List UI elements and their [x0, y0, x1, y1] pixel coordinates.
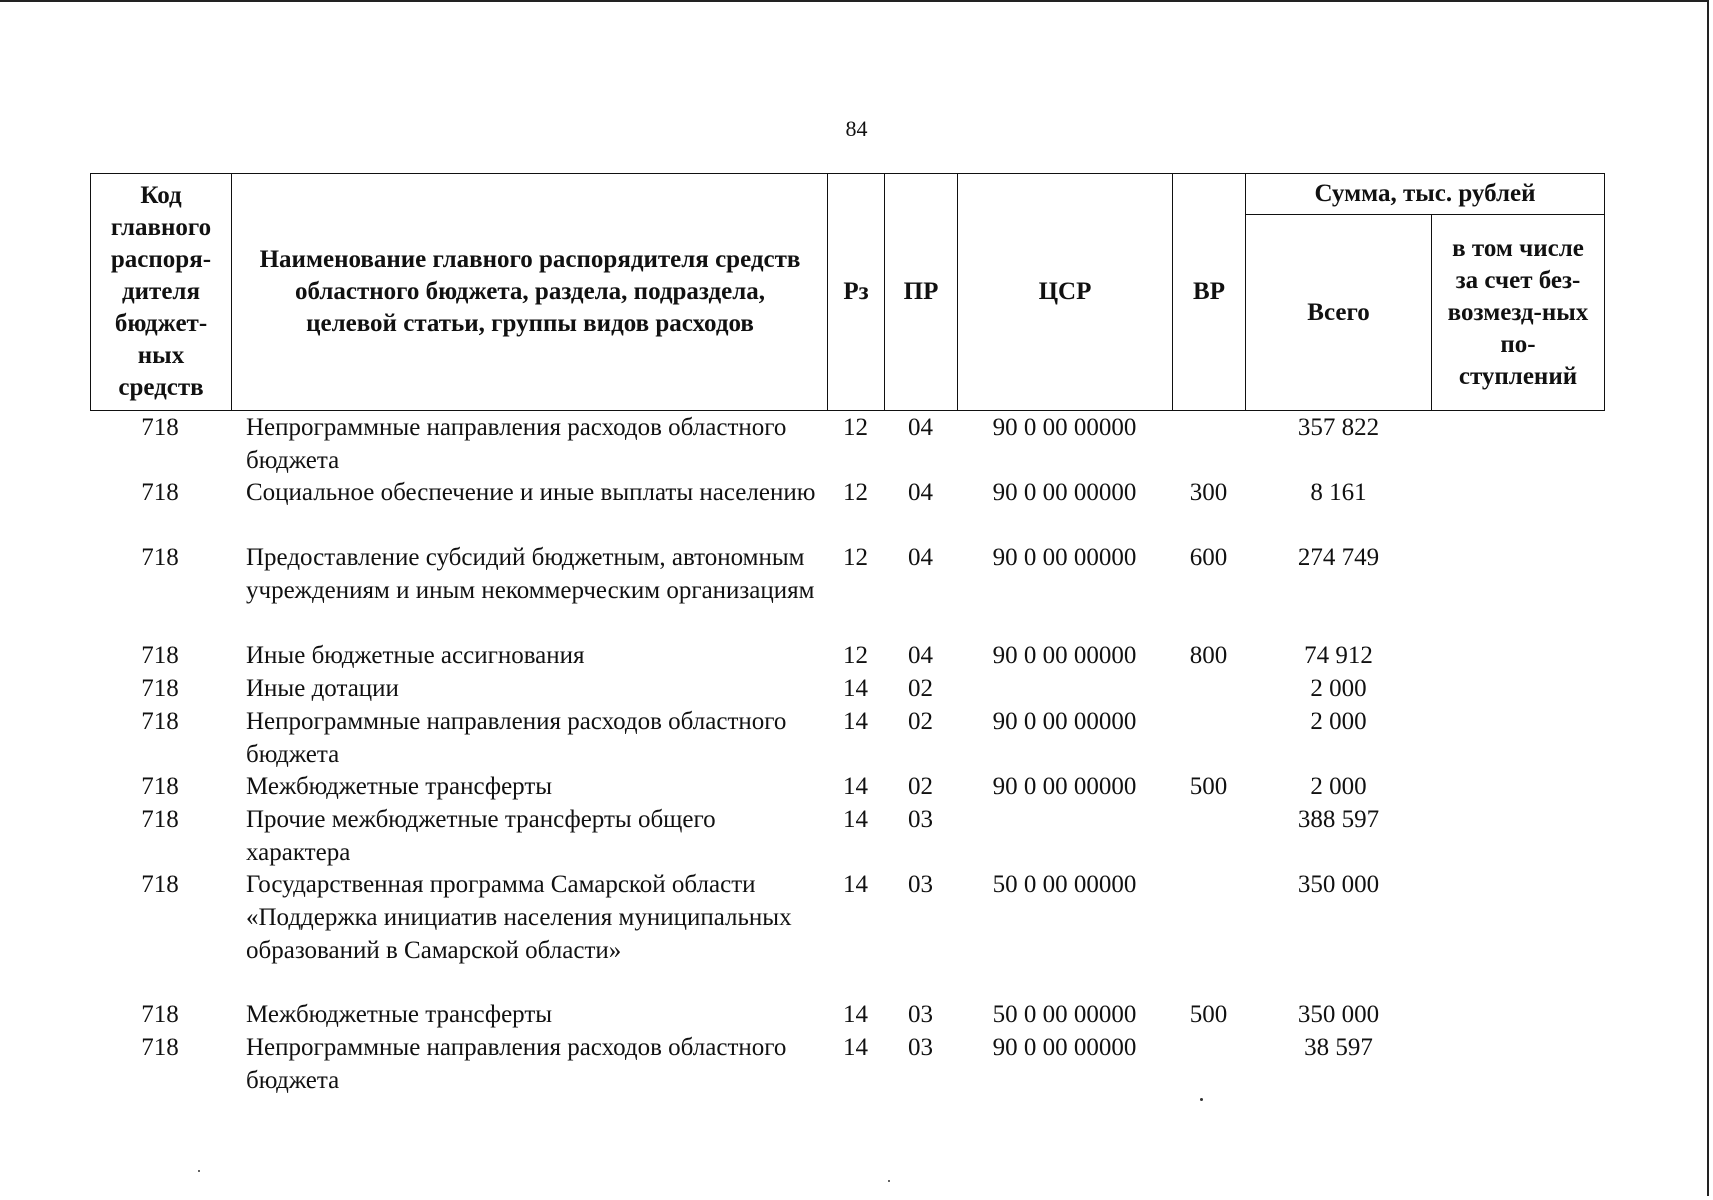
cell-name: Межбюджетные трансферты	[246, 1001, 553, 1028]
cell-csr: 90 0 00 00000	[992, 773, 1137, 800]
cell-code: 718	[141, 414, 179, 441]
scan-speck	[198, 1170, 200, 1172]
header-vr: ВР	[1193, 278, 1225, 305]
header-free-receipts: в том числе за счет без-возмезд-ных по-ступлений	[1447, 235, 1589, 390]
cell-vr: 800	[1189, 642, 1228, 669]
cell-pr: 04	[908, 479, 933, 506]
cell-total: 388 597	[1297, 806, 1380, 833]
cell-total: 8 161	[1310, 479, 1367, 506]
cell-pr: 03	[908, 1001, 933, 1028]
cell-csr: 90 0 00 00000	[992, 708, 1137, 735]
table-row	[90, 476, 1605, 541]
cell-code: 718	[141, 642, 179, 669]
cell-csr: 90 0 00 00000	[992, 544, 1137, 571]
cell-csr: 50 0 00 00000	[992, 871, 1137, 898]
cell-name: Непрограммные направления расходов областного бюджета	[246, 414, 787, 474]
cell-vr: 300	[1189, 479, 1228, 506]
header-rz: Рз	[843, 278, 869, 305]
cell-rz: 12	[843, 544, 868, 571]
table-row	[90, 411, 1605, 476]
cell-code: 718	[141, 806, 179, 833]
cell-pr: 03	[908, 871, 933, 898]
cell-csr: 90 0 00 00000	[992, 479, 1137, 506]
cell-rz: 14	[843, 708, 868, 735]
cell-rz: 14	[843, 806, 868, 833]
header-divider	[1245, 214, 1604, 215]
cell-pr: 03	[908, 806, 933, 833]
table-row	[90, 672, 1605, 705]
header-total: Всего	[1307, 299, 1370, 326]
header-code: Код главного распоря-дителя бюджет-ных средств	[110, 182, 212, 401]
scan-speck	[1200, 1098, 1203, 1101]
header-name: Наименование главного распорядителя средств областного бюджета, раздела, подраздела, целевой статьи, группы видов расходов	[259, 246, 801, 337]
cell-pr: 03	[908, 1034, 933, 1061]
table-body	[90, 411, 1605, 1096]
cell-total: 2 000	[1310, 773, 1367, 800]
table-row	[90, 998, 1605, 1031]
table-row	[90, 639, 1605, 672]
cell-vr: 500	[1189, 773, 1228, 800]
header-csr: ЦСР	[1038, 278, 1092, 305]
scan-speck	[888, 1180, 890, 1182]
table-row	[90, 803, 1605, 868]
cell-code: 718	[141, 773, 179, 800]
cell-code: 718	[141, 479, 179, 506]
cell-rz: 12	[843, 414, 868, 441]
cell-rz: 14	[843, 773, 868, 800]
cell-name: Непрограммные направления расходов областного бюджета	[246, 1034, 787, 1094]
cell-csr: 90 0 00 00000	[992, 642, 1137, 669]
cell-name: Государственная программа Самарской области «Поддержка инициатив населения муниципальных образований в Самарской области»	[246, 871, 792, 964]
cell-name: Непрограммные направления расходов областного бюджета	[246, 708, 787, 768]
cell-code: 718	[141, 1001, 179, 1028]
cell-rz: 14	[843, 1001, 868, 1028]
cell-code: 718	[141, 871, 179, 898]
cell-csr: 90 0 00 00000	[992, 1034, 1137, 1061]
cell-rz: 12	[843, 479, 868, 506]
cell-csr: 50 0 00 00000	[992, 1001, 1137, 1028]
table-row	[90, 868, 1605, 998]
cell-pr: 04	[908, 544, 933, 571]
cell-code: 718	[141, 675, 179, 702]
cell-code: 718	[141, 1034, 179, 1061]
header-sum-group: Сумма, тыс. рублей	[1314, 180, 1536, 207]
table-row	[90, 770, 1605, 803]
cell-pr: 02	[908, 675, 933, 702]
table-row	[90, 705, 1605, 770]
header-pr: ПР	[903, 278, 939, 305]
table-header	[90, 173, 1605, 411]
cell-total: 274 749	[1297, 544, 1380, 571]
cell-name: Социальное обеспечение и иные выплаты населению	[246, 479, 816, 506]
cell-name: Предоставление субсидий бюджетным, автономным учреждениям и иным некоммерческим организациям	[246, 544, 815, 604]
cell-total: 350 000	[1297, 1001, 1380, 1028]
cell-rz: 14	[843, 871, 868, 898]
cell-total: 38 597	[1304, 1034, 1373, 1061]
cell-name: Иные бюджетные ассигнования	[246, 642, 585, 669]
cell-vr: 500	[1189, 1001, 1228, 1028]
cell-pr: 04	[908, 414, 933, 441]
header-divider	[231, 174, 232, 410]
page-number: 84	[845, 116, 868, 141]
cell-name: Прочие межбюджетные трансферты общего характера	[246, 806, 716, 866]
cell-total: 350 000	[1297, 871, 1380, 898]
cell-pr: 02	[908, 773, 933, 800]
cell-rz: 14	[843, 675, 868, 702]
cell-rz: 12	[843, 642, 868, 669]
cell-total: 74 912	[1304, 642, 1373, 669]
cell-rz: 14	[843, 1034, 868, 1061]
cell-total: 357 822	[1297, 414, 1380, 441]
cell-pr: 02	[908, 708, 933, 735]
table-row	[90, 541, 1605, 639]
cell-code: 718	[141, 544, 179, 571]
cell-name: Иные дотации	[246, 675, 399, 702]
cell-code: 718	[141, 708, 179, 735]
table-row	[90, 1031, 1605, 1096]
cell-pr: 04	[908, 642, 933, 669]
cell-vr: 600	[1189, 544, 1228, 571]
cell-total: 2 000	[1310, 708, 1367, 735]
cell-name: Межбюджетные трансферты	[246, 773, 553, 800]
cell-total: 2 000	[1310, 675, 1367, 702]
cell-csr: 90 0 00 00000	[992, 414, 1137, 441]
